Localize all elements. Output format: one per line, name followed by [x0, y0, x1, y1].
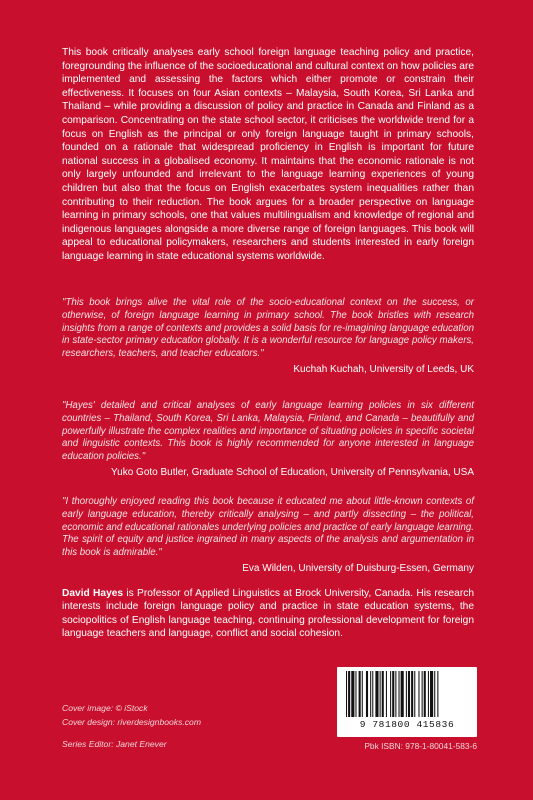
cover-design-credit: Cover design: riverdesignbooks.com: [62, 717, 201, 727]
endorsement-2: [62, 400, 474, 479]
barcode: [337, 667, 477, 737]
endorsement-1: [62, 297, 474, 376]
barcode-digits: 9 781800 415836: [359, 719, 455, 730]
endorsement-3: [62, 496, 474, 575]
endorsement-attribution: Kuchah Kuchah, University of Leeds, UK: [293, 363, 474, 375]
endorsement-quote: "Hayes' detailed and critical analyses of early language learning policies in six different countries – Thailand, South Korea, Sri Lanka, Malaysia, Finland, and Canada – beautifully and powerfully illustrate the complex realities and importance of situating policies in specific societal and linguistic contexts. This book is highly recommended for anyone interested in language education policies.": [62, 400, 474, 463]
author-name: David Hayes: [62, 588, 124, 599]
barcode-bars: [342, 671, 472, 719]
author-bio-text: is Professor of Applied Linguistics at Brock University, Canada. His research interests include foreign language policy and practice in state education systems, the sociopolitics of English language teaching, continuing professional development for foreign language teachers and language, conflict and social cohesion.: [62, 588, 474, 640]
endorsement-attribution: Yuko Goto Butler, Graduate School of Education, University of Pennsylvania, USA: [111, 466, 474, 478]
endorsement-quote: "I thoroughly enjoyed reading this book because it educated me about little-known contexts of early language education, thereby critically analysing – and partly dissecting – the political, economic and educational rationales underlying policies and practice of early language learning. The spirit of equity and justice ingrained in many aspects of the analysis and argumentation in this book is admirable.": [62, 496, 474, 559]
isbn: Pbk ISBN: 978-1-80041-583-6: [364, 741, 477, 751]
book-description: This book critically analyses early school foreign language teaching policy and practice, foregrounding the influence of the socioeducational and cultural context on how policies are implemented and assessing the factors which either promote or constrain their effectiveness. It focuses on four Asian contexts – Malaysia, South Korea, Sri Lanka and Thailand – while providing a discussion of policy and practice in Canada and Finland as a comparison. Concentrating on the state school sector, it criticises the worldwide trend for a focus on English as the principal or only foreign language taught in primary schools, founded on a rationale that widespread proficiency in English is important for future national success in a globalised economy. It maintains that the economic rationale is not only largely unfounded and irrelevant to the language learning experiences of young children but also that the focus on English exacerbates system inequalities rather than contributing to their reduction. The book argues for a broader perspective on language learning in primary schools, one that values multilingualism and knowledge of regional and indigenous languages alongside a more diverse range of foreign languages. This book will appeal to educational policymakers, researchers and students interested in early foreign language learning in state educational systems worldwide.: [62, 47, 474, 262]
endorsement-attribution: Eva Wilden, University of Duisburg-Essen, Germany: [242, 562, 474, 574]
endorsement-quote: "This book brings alive the vital role of the socio-educational context on the success, or otherwise, of foreign language learning in primary school. The book bristles with research insights from a range of contexts and provides a solid basis for re-imagining language education in state-sector primary education globally. It is a wonderful resource for language policy makers, researchers, teachers, and teacher educators.": [62, 297, 474, 360]
author-bio: [62, 587, 474, 641]
series-editor-credit: Series Editor: Janet Enever: [62, 739, 167, 749]
cover-image-credit: Cover image: © iStock: [62, 703, 148, 713]
